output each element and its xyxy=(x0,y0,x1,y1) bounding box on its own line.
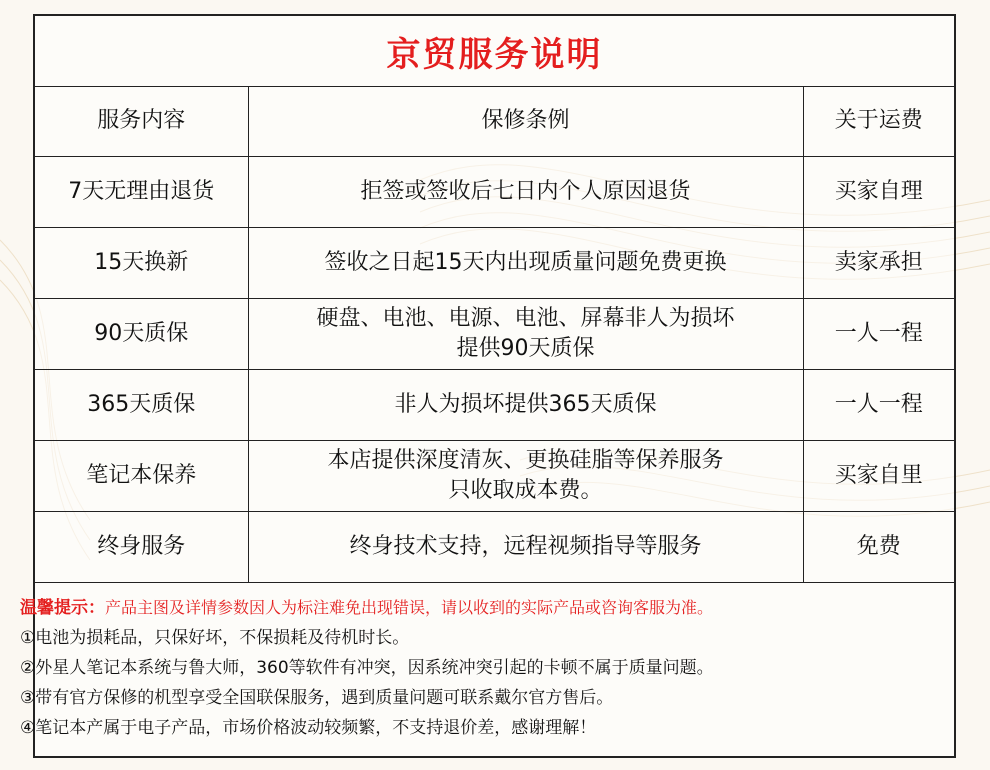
shipping-cell: 买家自里 xyxy=(803,441,954,512)
header-service: 服务内容 xyxy=(35,86,248,157)
tip-line xyxy=(20,593,910,623)
warranty-cell xyxy=(248,370,803,441)
warranty-cell xyxy=(248,512,803,583)
service-cell: 终身服务 xyxy=(35,512,248,583)
note-item: ①电池为损耗品，只保好坏，不保损耗及待机时长。 xyxy=(20,628,410,648)
warranty-line: 提供90天质保 xyxy=(456,336,595,361)
table-row xyxy=(35,157,954,228)
table-row xyxy=(35,512,954,583)
header-shipping: 关于运费 xyxy=(803,86,954,157)
tip-text: 产品主图及详情参数因人为标注难免出现错误，请以收到的实际产品或咨询客服为准。 xyxy=(105,598,714,617)
tip-label: 温馨提示： xyxy=(20,598,105,618)
shipping-cell: 免费 xyxy=(803,512,954,583)
header-warranty: 保修条例 xyxy=(248,86,803,157)
title-row xyxy=(35,16,954,87)
warranty-line: 硬盘、电池、电源、电池、屏幕非人为损坏 xyxy=(316,306,735,331)
table-row xyxy=(35,299,954,370)
warranty-cell xyxy=(248,228,803,299)
shipping-cell: 卖家承担 xyxy=(803,228,954,299)
table-row xyxy=(35,228,954,299)
service-cell: 90天质保 xyxy=(35,299,248,370)
page-title: 京贸服务说明 xyxy=(386,34,603,75)
note-item: ③带有官方保修的机型享受全国联保服务，遇到质量问题可联系戴尔官方售后。 xyxy=(20,688,614,708)
service-cell: 笔记本保养 xyxy=(35,441,248,512)
warranty-line: 拒签或签收后七日内个人原因退货 xyxy=(360,179,691,204)
table-row xyxy=(35,441,954,512)
service-cell: 365天质保 xyxy=(35,370,248,441)
notes-section xyxy=(20,593,910,743)
note-item: ④笔记本产属于电子产品，市场价格波动较频繁，不支持退价差，感谢理解！ xyxy=(20,718,597,738)
shipping-cell: 买家自理 xyxy=(803,157,954,228)
table-row xyxy=(35,370,954,441)
service-table xyxy=(35,86,954,583)
warranty-cell xyxy=(248,299,803,370)
shipping-cell: 一人一程 xyxy=(803,299,954,370)
table-header-row xyxy=(35,86,954,157)
warranty-line: 终身技术支持，远程视频指导等服务 xyxy=(349,534,702,559)
warranty-cell xyxy=(248,441,803,512)
warranty-line: 非人为损坏提供365天质保 xyxy=(394,392,657,417)
warranty-line: 本店提供深度清灰、更换硅脂等保养服务 xyxy=(327,448,724,473)
note-item: ②外星人笔记本系统与鲁大师，360等软件有冲突，因系统冲突引起的卡顿不属于质量问题。 xyxy=(20,658,714,678)
shipping-cell: 一人一程 xyxy=(803,370,954,441)
warranty-line: 只收取成本费。 xyxy=(448,478,603,503)
service-cell: 7天无理由退货 xyxy=(35,157,248,228)
warranty-cell xyxy=(248,157,803,228)
warranty-line: 签收之日起15天内出现质量问题免费更换 xyxy=(324,250,727,275)
service-cell: 15天换新 xyxy=(35,228,248,299)
